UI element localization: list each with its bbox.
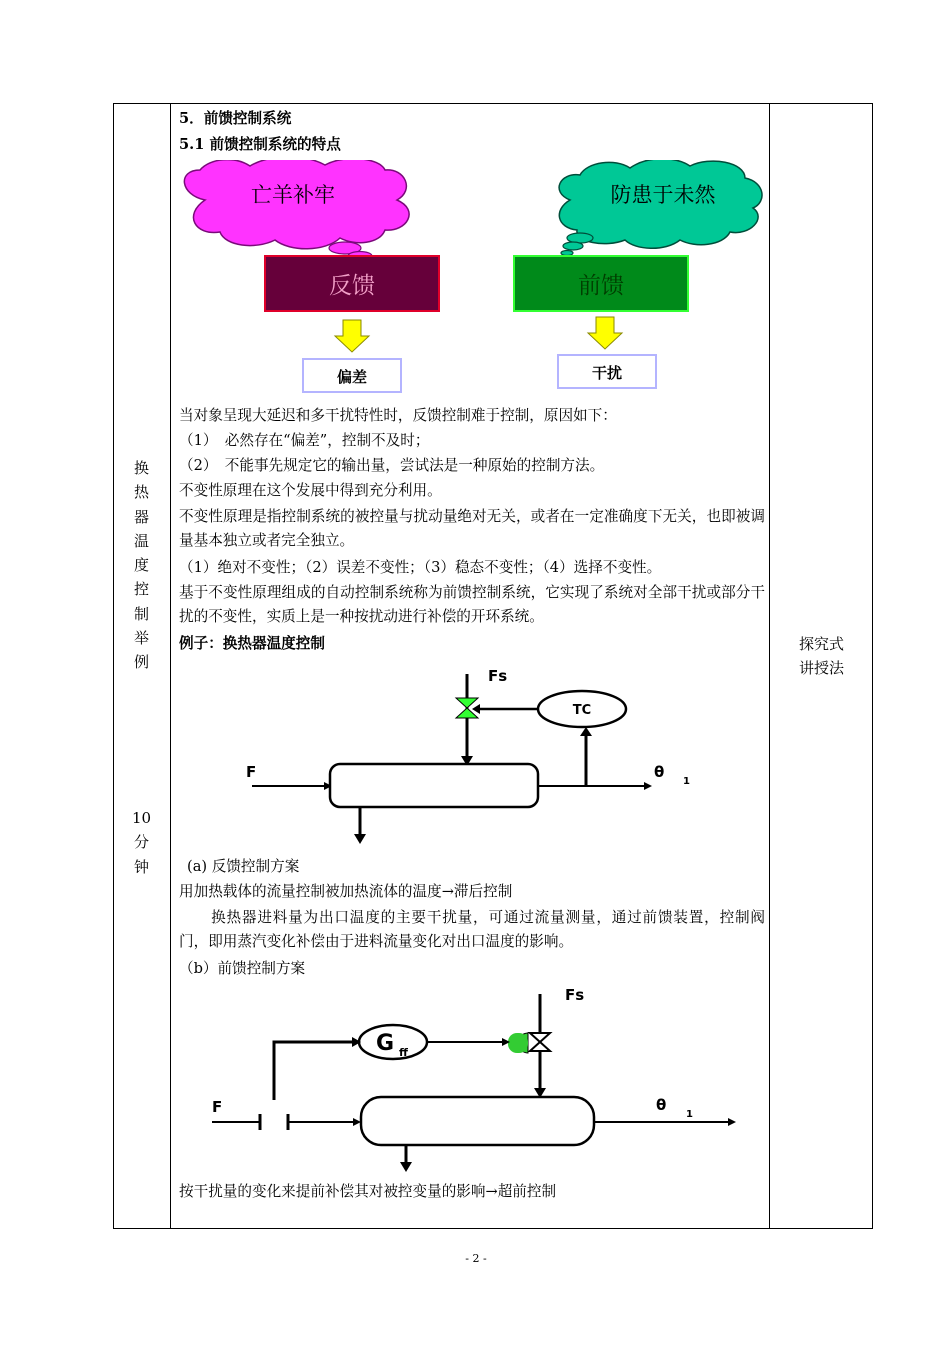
cloud-right <box>559 160 762 256</box>
method-line-2: 讲授法 <box>798 659 844 677</box>
cloud-right-text: 防患于未然 <box>610 183 716 207</box>
disturbance-text: 干扰 <box>591 364 623 382</box>
topic-char: 控 <box>133 580 149 599</box>
diagram-feedback-scheme <box>240 660 700 850</box>
left-minutes-column <box>113 806 170 879</box>
fs-label-a: Fs <box>488 667 508 685</box>
feedback-box-text: 反馈 <box>329 273 375 299</box>
paragraph-reason-1: （1） 必然存在“偏差”，控制不及时； <box>179 432 430 449</box>
advance-control-line: 按干扰量的变化来提前补偿其对被控变量的影响→超前控制 <box>179 1183 557 1200</box>
table-border-top <box>113 103 873 104</box>
example-heading: 例子：换热器温度控制 <box>179 635 325 652</box>
table-divider-1 <box>170 103 171 1229</box>
theta-label-b: θ <box>656 1096 667 1114</box>
theta-label-a: θ <box>654 763 665 781</box>
arrow-down-left <box>335 320 369 352</box>
heat-exchanger-a <box>330 764 538 807</box>
arrow-down-right <box>588 317 622 349</box>
topic-char: 器 <box>133 507 149 526</box>
f-label-a: F <box>246 763 257 781</box>
method-line-1: 探究式 <box>798 635 844 653</box>
paragraph-invariance-types: （1）绝对不变性；（2）误差不变性；（3）稳态不变性；（4）选择不变性。 <box>179 559 662 576</box>
gff-sub: ff <box>399 1046 408 1059</box>
topic-char: 温 <box>133 531 149 550</box>
cloud-left <box>184 160 409 261</box>
minutes-char: 钟 <box>133 857 149 876</box>
paragraph-feedforward-definition: 基于不变性原理组成的自动控制系统称为前馈控制系统，它实现了系统对全部干扰或部分干扰的不变性，实质上是一种按扰动进行补偿的开环系统。 <box>179 584 765 626</box>
minutes-char: 分 <box>133 833 149 852</box>
concept-diagram <box>175 160 770 400</box>
paragraph-reason-2: （2） 不能事先规定它的输出量，尝试法是一种原始的控制方法。 <box>179 457 605 474</box>
minutes-number: 10 <box>131 809 152 827</box>
section-subtitle: 5.1 前馈控制系统的特点 <box>179 136 341 153</box>
teaching-method <box>770 632 873 680</box>
feedforward-box-text: 前馈 <box>578 273 624 299</box>
topic-char: 热 <box>133 483 149 502</box>
topic-char: 例 <box>133 653 149 672</box>
fs-label-b: Fs <box>565 986 585 1004</box>
paragraph-invariance-definition: 不变性原理是指控制系统的被控量与扰动量绝对无关，或者在一定准确度下无关，也即被调量基本独立或者完全独立。 <box>179 508 765 550</box>
caption-a: (a) 反馈控制方案 <box>187 858 300 875</box>
left-topic-column <box>113 456 170 675</box>
caption-b: （b）前馈控制方案 <box>179 960 306 977</box>
cloud-left-text: 亡羊补牢 <box>251 183 335 207</box>
theta-sub-a: 1 <box>683 776 690 787</box>
f-label-b: F <box>212 1098 223 1116</box>
heat-exchanger-b <box>361 1097 594 1145</box>
topic-char: 换 <box>133 459 149 477</box>
diagram-feedforward-scheme <box>200 982 760 1177</box>
tc-label: TC <box>572 703 592 718</box>
flow-measurement-line <box>274 1042 353 1100</box>
page-number: - 2 - <box>465 1252 487 1265</box>
topic-char: 制 <box>133 604 149 623</box>
deviation-text: 偏差 <box>336 368 368 386</box>
paragraph-reason-intro: 当对象呈现大延迟和多干扰特性时，反馈控制难于控制，原因如下： <box>179 407 617 424</box>
lag-control-line: 用加热载体的流量控制被加热流体的温度→滞后控制 <box>179 883 513 900</box>
paragraph-invariance: 不变性原理在这个发展中得到充分利用。 <box>179 482 442 499</box>
feedforward-explanation: 换热器进料量为出口温度的主要干扰量，可通过流量测量，通过前馈装置，控制阀门，即用蒸汽变化补偿由于进料流量变化对出口温度的影响。 <box>179 909 765 951</box>
theta-sub-b: 1 <box>686 1109 693 1120</box>
section-title: 5．前馈控制系统 <box>179 110 292 127</box>
table-border-bottom <box>113 1228 873 1229</box>
control-valve-b <box>508 1033 550 1053</box>
topic-char: 度 <box>133 556 149 575</box>
topic-char: 举 <box>133 629 149 648</box>
gff-label: G <box>376 1031 395 1056</box>
